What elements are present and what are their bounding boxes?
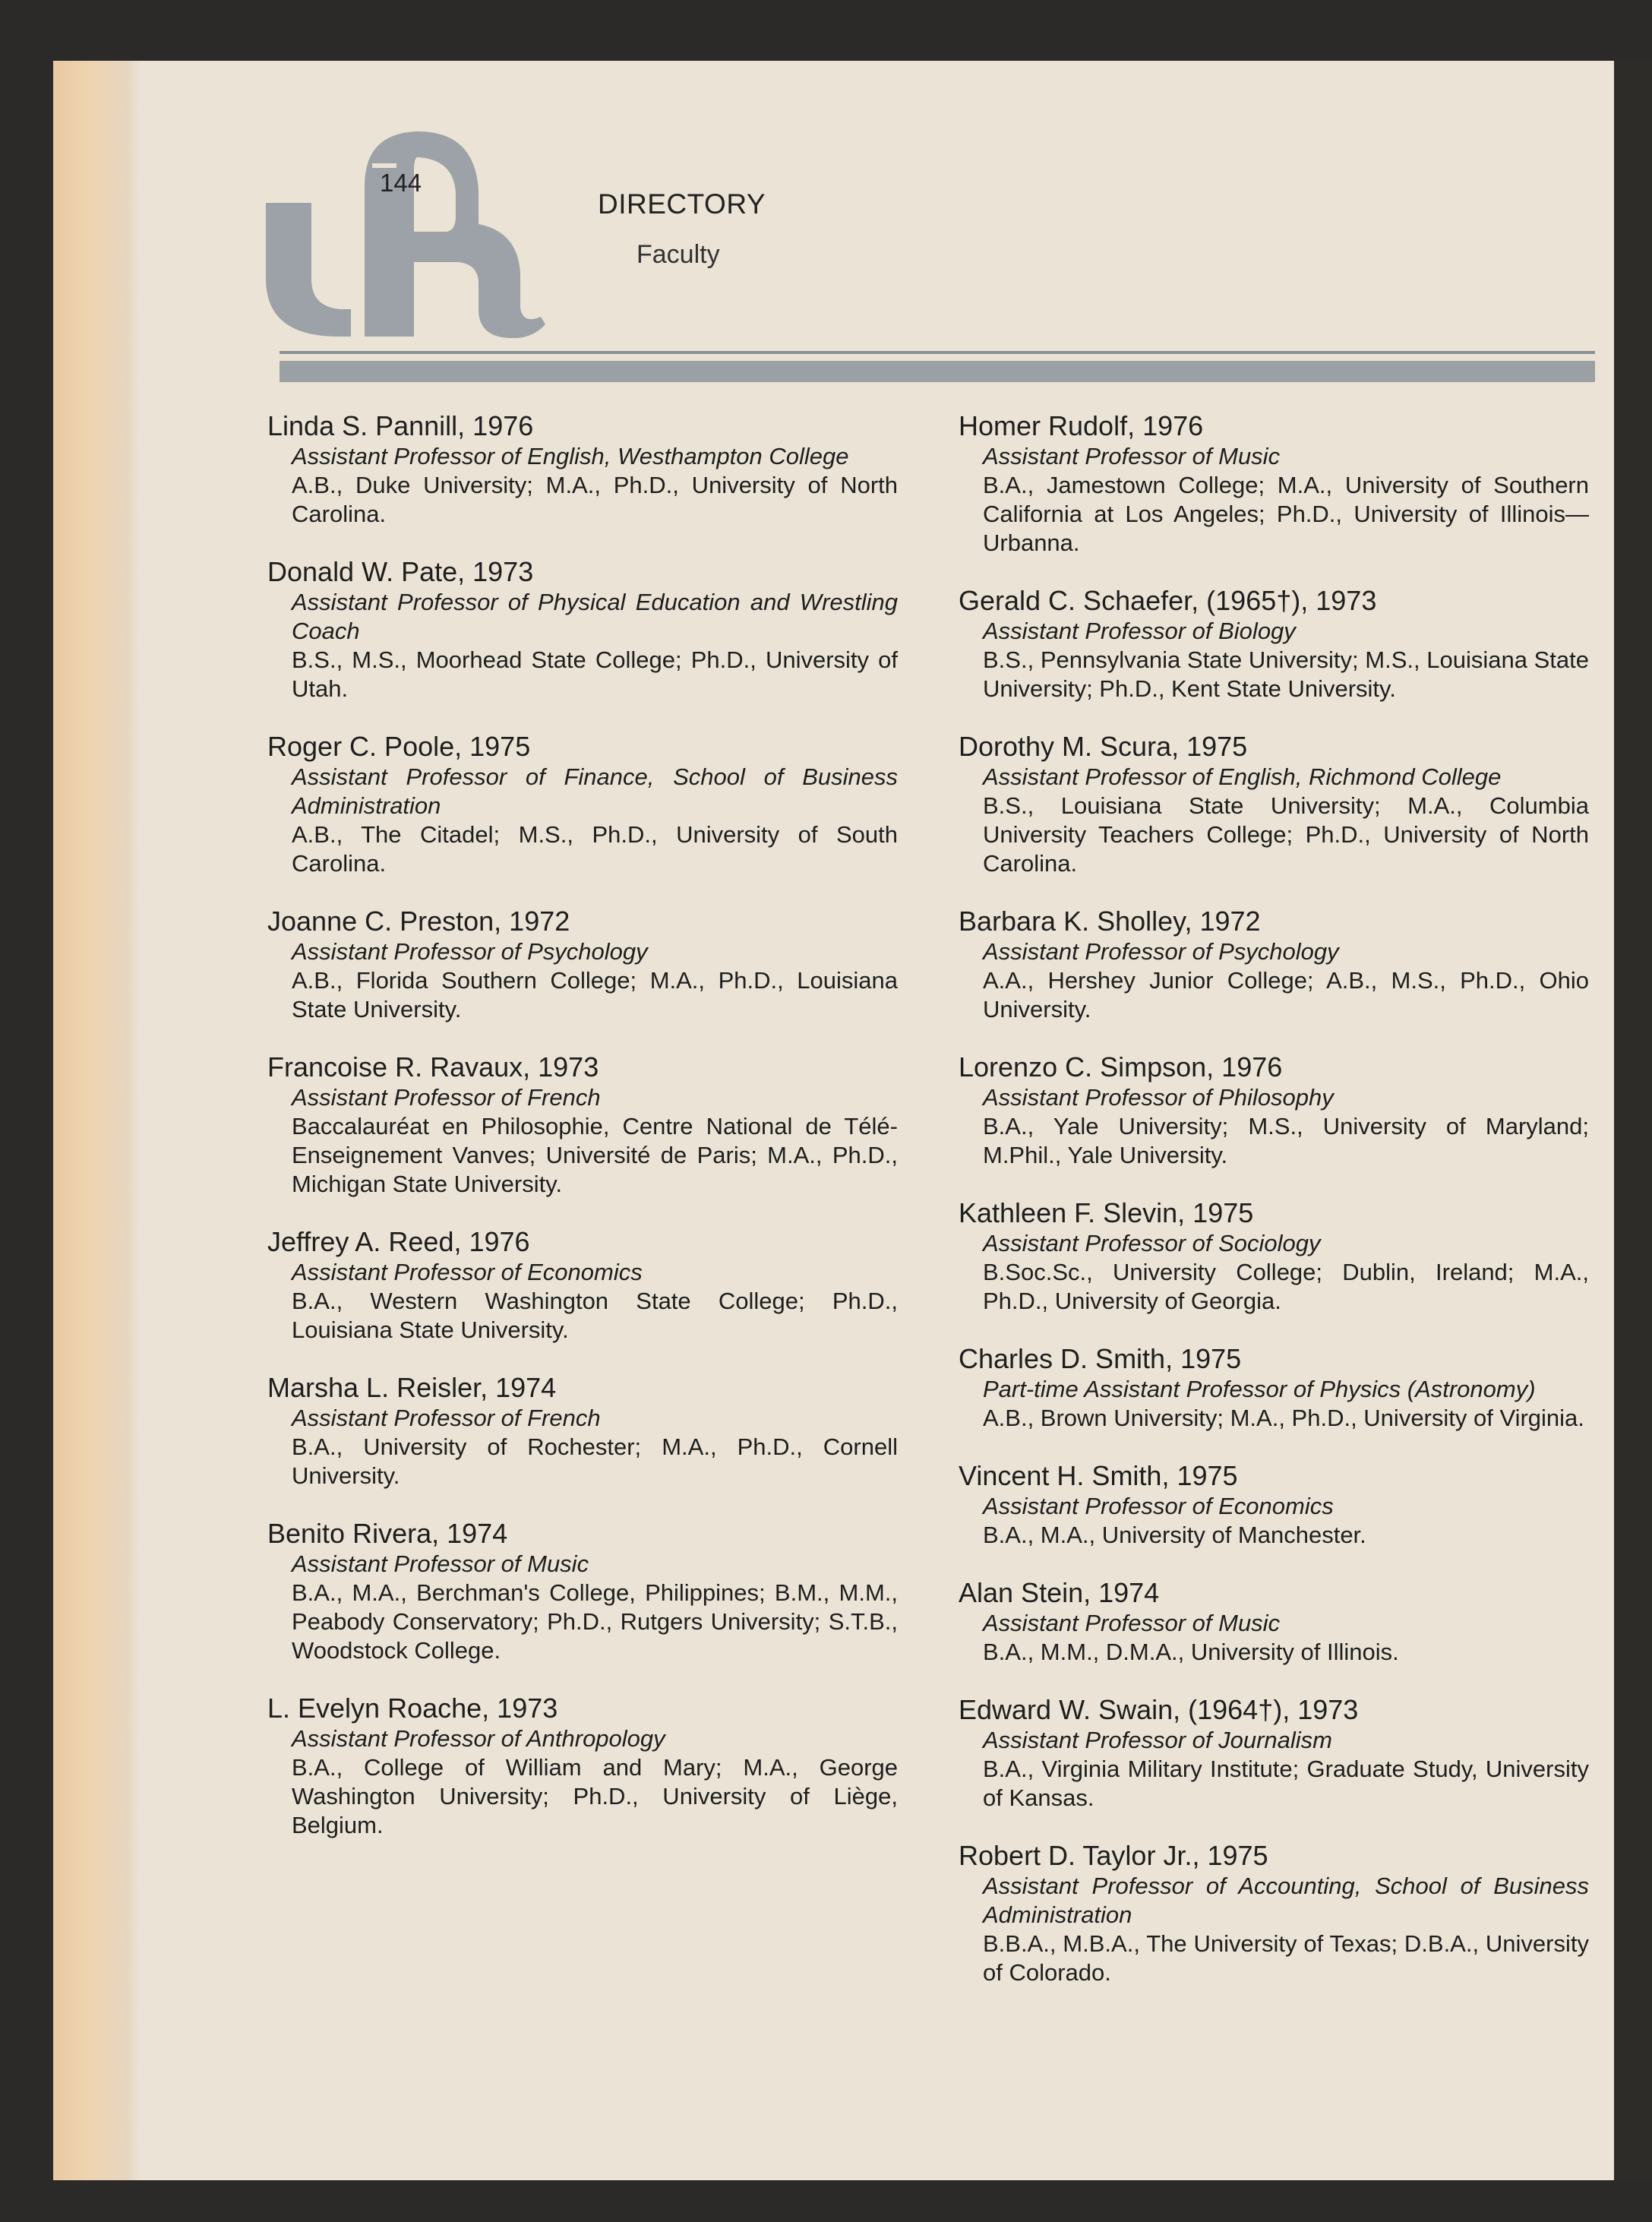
faculty-entry [959, 731, 1589, 878]
faculty-title: Assistant Professor of Psychology [292, 938, 648, 965]
faculty-entry [267, 731, 898, 878]
faculty-title: Assistant Professor of Finance, School of Business Administration [292, 763, 898, 819]
faculty-degrees: B.A., Jamestown College; M.A., University of Southern California at Los Angeles; Ph.D., University of Illinois—Urbanna. [983, 472, 1589, 556]
faculty-entry [267, 1226, 898, 1345]
university-logo [258, 118, 570, 338]
faculty-degrees: B.A., College of William and Mary; M.A., George Washington University; Ph.D., University of Liège, Belgium. [292, 1754, 898, 1838]
faculty-name: Edward W. Swain, (1964†), 1973 [959, 1694, 1359, 1725]
faculty-entry [267, 1518, 898, 1665]
header-rule-thick [280, 361, 1595, 382]
faculty-entry [959, 1460, 1589, 1550]
faculty-entry [267, 556, 898, 703]
faculty-entry [267, 410, 898, 529]
page-edge [53, 61, 141, 2180]
faculty-degrees: B.A., M.M., D.M.A., University of Illinois. [983, 1639, 1399, 1665]
faculty-entry [959, 1577, 1589, 1667]
faculty-title: Assistant Professor of Physical Education and Wrestling Coach [292, 589, 898, 644]
faculty-degrees: A.B., The Citadel; M.S., Ph.D., University of South Carolina. [292, 821, 898, 877]
section-heading: DIRECTORY [598, 188, 766, 220]
faculty-title: Assistant Professor of French [292, 1405, 601, 1431]
faculty-title: Assistant Professor of Economics [983, 1493, 1334, 1519]
faculty-entry [959, 1694, 1589, 1813]
faculty-degrees: B.A., Virginia Military Institute; Graduate Study, University of Kansas. [983, 1756, 1589, 1811]
faculty-title: Assistant Professor of Journalism [983, 1727, 1333, 1753]
faculty-entry [959, 410, 1589, 558]
left-column [267, 410, 898, 1867]
logo-letter-r [365, 131, 545, 338]
subsection-heading: Faculty [636, 240, 720, 269]
faculty-title: Assistant Professor of Music [983, 443, 1281, 469]
faculty-entry [959, 1051, 1589, 1170]
faculty-degrees: A.B., Brown University; M.A., Ph.D., University of Virginia. [983, 1405, 1584, 1431]
faculty-degrees: A.A., Hershey Junior College; A.B., M.S., Ph.D., Ohio University. [983, 967, 1589, 1022]
faculty-name: Robert D. Taylor Jr., 1975 [959, 1840, 1268, 1871]
faculty-degrees: B.S., Pennsylvania State University; M.S., Louisiana State University; Ph.D., Kent State University. [983, 646, 1589, 702]
faculty-entry [959, 1840, 1589, 1987]
scan-border [1614, 61, 1652, 2180]
faculty-title: Assistant Professor of Anthropology [292, 1725, 665, 1752]
faculty-name: Kathleen F. Slevin, 1975 [959, 1197, 1254, 1228]
header-rule-thin [280, 351, 1595, 354]
faculty-name: Jeffrey A. Reed, 1976 [267, 1226, 530, 1257]
faculty-name: Gerald C. Schaefer, (1965†), 1973 [959, 585, 1377, 616]
faculty-name: Linda S. Pannill, 1976 [267, 410, 534, 441]
faculty-name: Dorothy M. Scura, 1975 [959, 731, 1248, 762]
faculty-degrees: B.A., Yale University; M.S., University of Maryland; M.Phil., Yale University. [983, 1113, 1589, 1168]
logo-letter-u [266, 203, 351, 337]
faculty-title: Assistant Professor of French [292, 1084, 601, 1111]
faculty-name: Homer Rudolf, 1976 [959, 410, 1204, 441]
faculty-title: Assistant Professor of Music [983, 1610, 1281, 1636]
faculty-degrees: A.B., Florida Southern College; M.A., Ph.D., Louisiana State University. [292, 967, 898, 1022]
faculty-name: Marsha L. Reisler, 1974 [267, 1372, 557, 1403]
right-column [959, 410, 1589, 2015]
faculty-title: Assistant Professor of English, Westhampton College [292, 443, 849, 469]
faculty-degrees: Baccalauréat en Philosophie, Centre National de Télé-Enseignement Vanves; Université de Paris; M.A., Ph.D., Michigan State University. [292, 1113, 898, 1197]
faculty-title: Assistant Professor of Music [292, 1550, 589, 1577]
faculty-entry [959, 585, 1589, 703]
faculty-degrees: B.S., M.S., Moorhead State College; Ph.D., University of Utah. [292, 646, 898, 702]
faculty-title: Assistant Professor of Philosophy [983, 1084, 1334, 1111]
faculty-title: Part-time Assistant Professor of Physics (Astronomy) [983, 1376, 1536, 1402]
faculty-name: Alan Stein, 1974 [959, 1577, 1160, 1608]
faculty-title: Assistant Professor of Biology [983, 618, 1296, 644]
faculty-degrees: B.A., M.A., Berchman's College, Philippines; B.M., M.M., Peabody Conservatory; Ph.D., Rutgers University; S.T.B., Woodstock College. [292, 1579, 898, 1664]
faculty-entry [959, 1343, 1589, 1433]
faculty-name: L. Evelyn Roache, 1973 [267, 1693, 558, 1724]
faculty-name: Donald W. Pate, 1973 [267, 556, 534, 587]
faculty-title: Assistant Professor of Sociology [983, 1230, 1321, 1256]
faculty-title: Assistant Professor of Accounting, School of Business Administration [983, 1873, 1589, 1928]
faculty-name: Barbara K. Sholley, 1972 [959, 906, 1261, 937]
faculty-name: Benito Rivera, 1974 [267, 1518, 508, 1549]
faculty-degrees: B.Soc.Sc., University College; Dublin, Ireland; M.A., Ph.D., University of Georgia. [983, 1259, 1589, 1314]
faculty-entry [267, 906, 898, 1024]
faculty-name: Francoise R. Ravaux, 1973 [267, 1051, 599, 1083]
faculty-entry [267, 1372, 898, 1490]
faculty-degrees: B.A., Western Washington State College; Ph.D., Louisiana State University. [292, 1288, 898, 1343]
page-number: 144 [380, 169, 422, 197]
faculty-entry [959, 1197, 1589, 1316]
faculty-entry [959, 906, 1589, 1024]
faculty-degrees: B.B.A., M.B.A., The University of Texas; D.B.A., University of Colorado. [983, 1930, 1589, 1986]
faculty-name: Joanne C. Preston, 1972 [267, 906, 570, 937]
faculty-degrees: B.S., Louisiana State University; M.A., Columbia University Teachers College; Ph.D., University of North Carolina. [983, 792, 1589, 877]
faculty-title: Assistant Professor of Economics [292, 1259, 643, 1285]
faculty-entry [267, 1051, 898, 1199]
faculty-title: Assistant Professor of English, Richmond College [983, 763, 1502, 790]
faculty-title: Assistant Professor of Psychology [983, 938, 1339, 965]
faculty-degrees: A.B., Duke University; M.A., Ph.D., University of North Carolina. [292, 472, 898, 527]
faculty-degrees: B.A., M.A., University of Manchester. [983, 1522, 1366, 1548]
faculty-name: Charles D. Smith, 1975 [959, 1343, 1242, 1374]
faculty-name: Vincent H. Smith, 1975 [959, 1460, 1238, 1491]
faculty-entry [267, 1693, 898, 1840]
faculty-name: Lorenzo C. Simpson, 1976 [959, 1051, 1283, 1083]
faculty-degrees: B.A., University of Rochester; M.A., Ph.D., Cornell University. [292, 1433, 898, 1489]
faculty-name: Roger C. Poole, 1975 [267, 731, 531, 762]
